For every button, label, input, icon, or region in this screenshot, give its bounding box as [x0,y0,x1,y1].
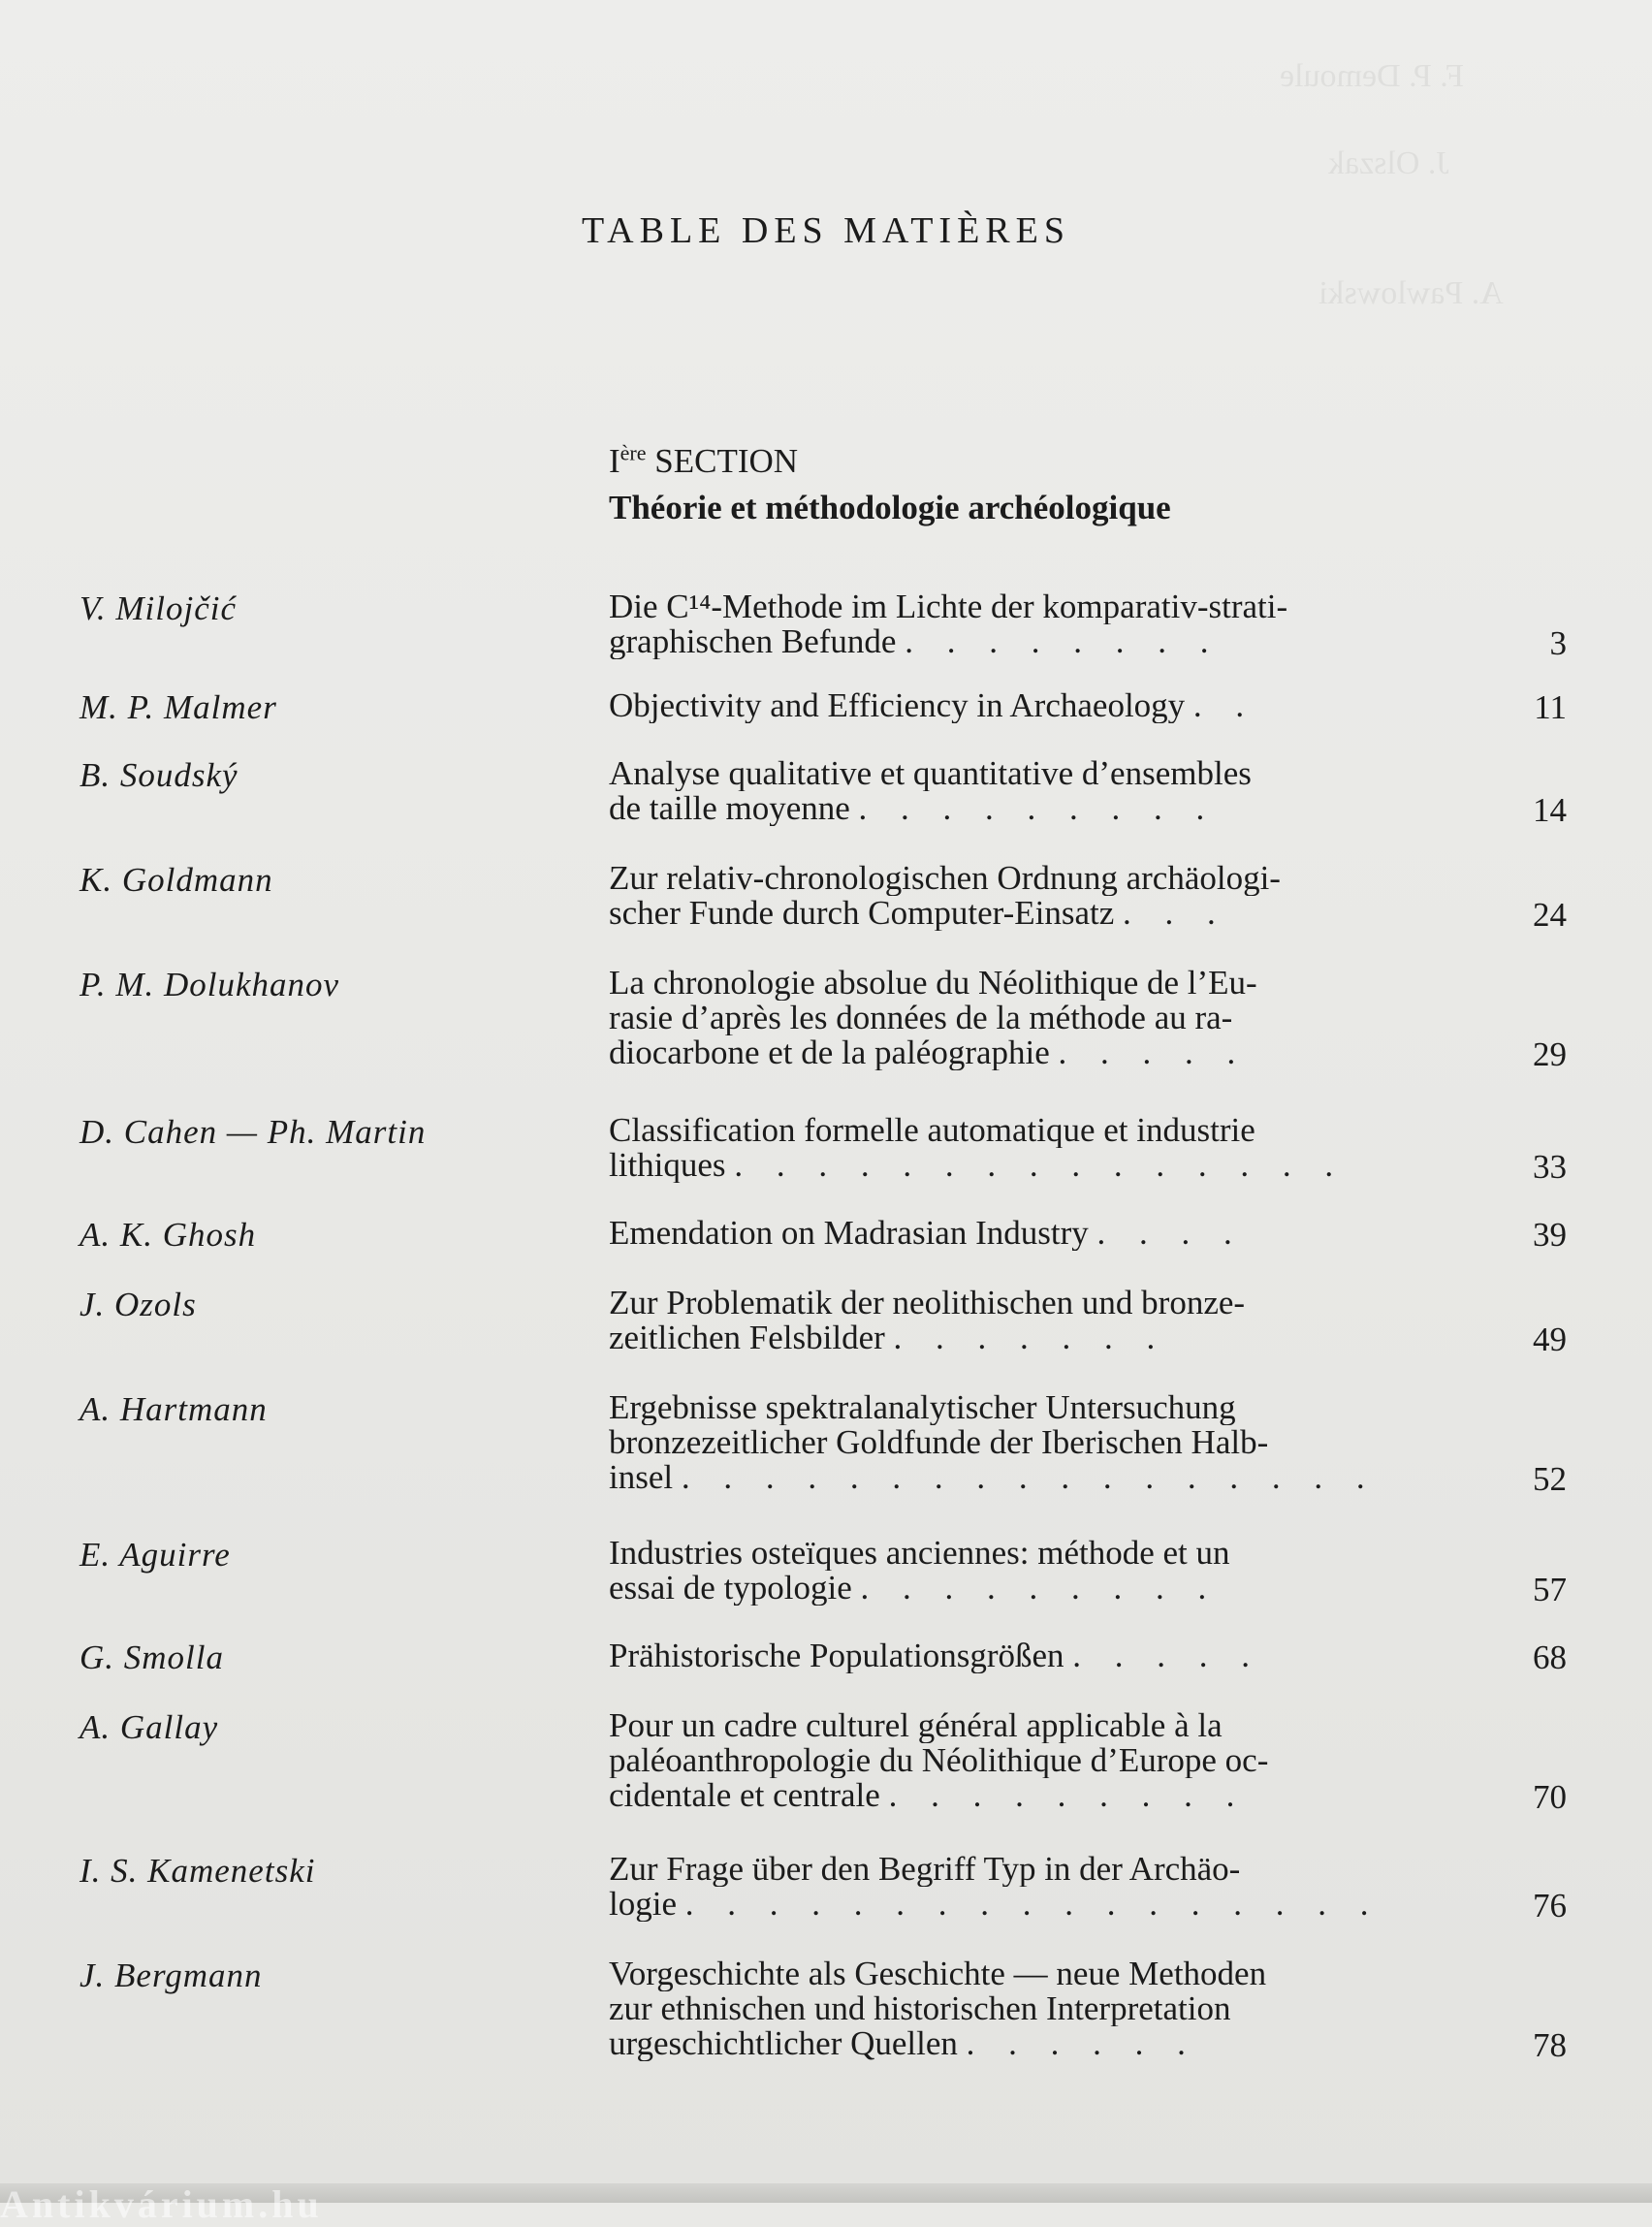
toc-title-line: Ergebnisse spektralanalytischer Untersuchung [609,1390,1236,1425]
toc-page-number: 24 [1533,896,1567,934]
toc-author: J. Bergmann [79,1957,263,1994]
toc-title-line: de taille moyenne . . . . . . . . . [609,791,1218,826]
toc-leader-dots: . . [1192,688,1257,723]
page-title: TABLE DES MATIÈRES [582,210,1070,251]
toc-leader-dots: . . . . . . . [893,1320,1168,1355]
toc-title [609,1638,1462,1673]
bleed-through: A. Pawlowski [1318,275,1504,311]
toc-title [609,1216,1462,1251]
toc-title-line: paléoanthropologie du Néolithique d’Europe oc- [609,1743,1269,1778]
toc-title-line: Objectivity and Efficiency in Archaeology . . [609,688,1257,723]
toc-page-number: 29 [1533,1035,1567,1073]
toc-title-line: Analyse qualitative et quantitative d’ensembles [609,756,1252,791]
toc-title [609,1286,1462,1355]
toc-author: D. Cahen — Ph. Martin [79,1113,427,1151]
toc-leader-dots: . . . . . . . . . [860,1571,1220,1606]
bleed-through: J. Olszak [1328,145,1449,181]
section-heading [609,438,1171,531]
toc-title-line: Vorgeschichte als Geschichte — neue Methoden [609,1957,1267,1991]
toc-author: B. Soudský [79,756,238,794]
toc-title-line: La chronologie absolue du Néolithique de l’Eu- [609,966,1257,1001]
toc-title-line: diocarbone et de la paléographie . . . . . [609,1035,1249,1070]
toc-title-line: essai de typologie . . . . . . . . . [609,1571,1220,1606]
toc-author: G. Smolla [79,1638,224,1676]
toc-leader-dots: . . . . [1096,1216,1245,1251]
toc-title-line: Industries osteïques anciennes: méthode et un [609,1536,1230,1571]
toc-leader-dots: . . . . . . . . . [858,791,1218,826]
toc-title-line: logie . . . . . . . . . . . . . . . . . [609,1887,1382,1922]
bleed-through: F. P. Demoule [1280,58,1464,94]
toc-leader-dots: . . . . . [1058,1035,1249,1070]
toc-leader-dots: . . . . . . . . . . . . . . . [734,1148,1347,1183]
toc-title-line: Zur Problematik der neolithischen und bronze- [609,1286,1246,1320]
toc-page-number: 78 [1533,2026,1567,2064]
toc-leader-dots: . . . . . [1072,1638,1263,1673]
toc-title-line: graphischen Befunde . . . . . . . . [609,624,1222,659]
toc-title-line: bronzezeitlicher Goldfunde der Iberischen Halb- [609,1425,1269,1460]
toc-author: K. Goldmann [79,861,273,899]
toc-title-line: zur ethnischen und historischen Interpretation [609,1991,1231,2026]
toc-title [609,861,1462,931]
toc-page-number: 33 [1533,1148,1567,1186]
toc-page-number: 39 [1533,1216,1567,1254]
toc-page-number: 49 [1533,1320,1567,1358]
toc-page-number: 14 [1533,791,1567,829]
toc-author: J. Ozols [79,1286,197,1323]
toc-title [609,1113,1462,1183]
toc-page-number: 76 [1533,1887,1567,1925]
toc-title [609,1957,1462,2061]
section-number: Ière SECTION [609,440,799,480]
toc-author: P. M. Dolukhanov [79,966,340,1003]
toc-author: A. Gallay [79,1708,219,1746]
toc-title-line: Zur Frage über den Begriff Typ in der Archäo- [609,1852,1241,1887]
toc-author: E. Aguirre [79,1536,231,1574]
toc-title-line: rasie d’après les données de la méthode au ra- [609,1001,1233,1035]
toc-title-line: lithiques . . . . . . . . . . . . . . . [609,1148,1347,1183]
toc-page-number: 11 [1534,688,1567,726]
watermark: Antikvárium.hu [0,2182,323,2226]
toc-page-number: 57 [1533,1571,1567,1608]
toc-title [609,1708,1462,1813]
toc-title-line: Zur relativ-chronologischen Ordnung archäologi- [609,861,1281,896]
toc-title-line: Emendation on Madrasian Industry . . . . [609,1216,1245,1251]
toc-leader-dots: . . . . . . [966,2026,1198,2061]
toc-page-number: 70 [1533,1778,1567,1816]
toc-leader-dots: . . . . . . . . . [888,1778,1248,1813]
toc-title-line: Die C¹⁴-Methode im Lichte der komparativ-strati- [609,589,1288,624]
toc-author: A. Hartmann [79,1390,268,1428]
toc-title-line: scher Funde durch Computer-Einsatz . . . [609,896,1228,931]
toc-leader-dots: . . . . . . . . . . . . . . . . . [681,1460,1378,1495]
toc-title-line: cidentale et centrale . . . . . . . . . [609,1778,1248,1813]
toc-page-number: 52 [1533,1460,1567,1498]
toc-title [609,589,1462,659]
toc-title [609,1390,1462,1495]
toc-title [609,1852,1462,1922]
toc-title-line: Pour un cadre culturel général applicable à la [609,1708,1223,1743]
toc-leader-dots: . . . . . . . . [905,624,1222,659]
toc-title-line: Classification formelle automatique et industrie [609,1113,1255,1148]
toc-leader-dots: . . . [1123,896,1228,931]
toc-title-line: urgeschichtlicher Quellen . . . . . . [609,2026,1198,2061]
toc-page-number: 68 [1533,1638,1567,1676]
toc-author: M. P. Malmer [79,688,277,726]
toc-author: A. K. Ghosh [79,1216,257,1254]
toc-title-line: Prähistorische Populationsgrößen . . . . . [609,1638,1263,1673]
section-subtitle: Théorie et méthodologie archéologique [609,489,1171,526]
toc-title-line: insel . . . . . . . . . . . . . . . . . [609,1460,1378,1495]
toc-title [609,966,1462,1070]
toc-leader-dots: . . . . . . . . . . . . . . . . . [684,1887,1382,1922]
toc-page-number: 3 [1549,624,1567,662]
toc-title [609,1536,1462,1606]
toc-author: V. Milojčić [79,589,237,627]
toc-author: I. S. Kamenetski [79,1852,316,1890]
toc-title [609,688,1462,723]
toc-title-line: zeitlichen Felsbilder . . . . . . . [609,1320,1168,1355]
toc-title [609,756,1462,826]
